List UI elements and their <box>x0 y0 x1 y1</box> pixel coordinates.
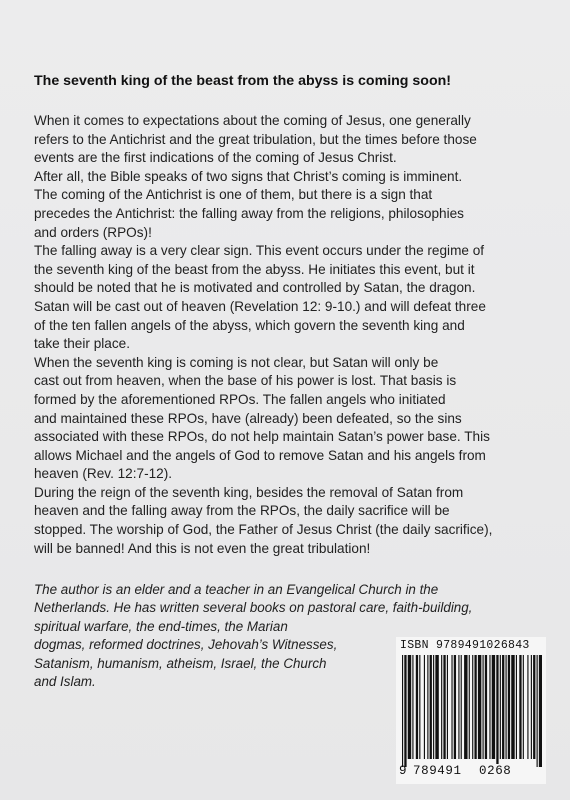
barcode-bar <box>474 655 476 759</box>
bio-line: and Islam. <box>34 673 96 689</box>
blurb-line: During the reign of the seventh king, besides the removal of Satan from <box>34 484 464 500</box>
blurb-line: will be banned! And this is not even the great tribulation! <box>34 540 371 556</box>
barcode-bar <box>485 655 487 759</box>
bio-line: Netherlands. He has written several books on pastoral care, faith-building, <box>34 600 473 616</box>
barcode-bar <box>539 655 542 767</box>
bio-line: spiritual warfare, the end-times, the Marian <box>34 618 288 634</box>
barcode-bar <box>511 655 514 759</box>
blurb-line: and maintained these RPOs, have (already) been defeated, so the sins <box>34 410 462 426</box>
isbn-digit-group-right: 0268 <box>479 764 512 778</box>
barcode-bar <box>430 655 432 759</box>
barcode-bar <box>472 655 473 759</box>
barcode-bar <box>489 655 490 759</box>
blurb-line: the seventh king of the beast from the abyss. He initiates this event, but it <box>34 261 475 277</box>
isbn-barcode-block <box>396 637 546 784</box>
blurb-line: The falling away is a very clear sign. This event occurs under the regime of <box>34 243 485 259</box>
barcode-bar <box>412 655 413 759</box>
bio-line: Satanism, humanism, atheism, Israel, the Church <box>34 655 327 671</box>
barcode-bar <box>433 655 434 759</box>
barcode-bar <box>464 655 467 759</box>
blurb-line: and orders (RPOs)! <box>34 224 152 240</box>
isbn-digit-first: 9 <box>399 764 408 778</box>
blurb-line: refers to the Antichrist and the great tribulation, but the times before those <box>34 131 477 147</box>
barcode-bar <box>454 655 456 759</box>
blurb-line: When the seventh king is coming is not clear, but Satan will only be <box>34 354 439 370</box>
blurb-text <box>34 112 546 558</box>
isbn-digit-group-left: 789491 <box>413 764 462 778</box>
barcode-bar <box>441 655 442 759</box>
barcode-bar <box>408 655 411 759</box>
barcode-bar <box>469 655 470 759</box>
barcode-bar <box>424 655 425 759</box>
barcode-bar <box>461 655 462 759</box>
isbn-digits <box>400 764 546 782</box>
bio-line: dogmas, reformed doctrines, Jehovah’s Witnesses, <box>34 637 338 653</box>
barcode-bar <box>537 655 538 767</box>
blurb-line: allows Michael and the angels of God to remove Satan and his angels from <box>34 447 486 463</box>
barcode-bar <box>451 655 452 759</box>
barcode-bar <box>447 655 448 759</box>
blurb-line: take their place. <box>34 336 130 352</box>
barcode-bar <box>496 655 498 767</box>
barcode-bar <box>458 655 459 759</box>
barcode-bar <box>483 655 484 759</box>
cover-title: The seventh king of the beast from the abyss is coming soon! <box>34 73 452 89</box>
blurb-line: formed by the aforementioned RPOs. The fallen angels who initiated <box>34 391 446 407</box>
barcode-bar <box>519 655 521 759</box>
barcode-bar <box>527 655 528 759</box>
blurb-line: heaven and the falling away from the RPOs, the daily sacrifice will be <box>34 503 450 519</box>
barcode-bar <box>523 655 524 759</box>
blurb-line: The coming of the Antichrist is one of them, but there is a sign that <box>34 187 433 203</box>
barcode-bar <box>435 655 438 759</box>
barcode-bar <box>500 655 501 759</box>
blurb-line: heaven (Rev. 12:7-12). <box>34 466 173 482</box>
barcode-bar <box>478 655 481 759</box>
barcode-bar <box>416 655 418 759</box>
bio-line: The author is an elder and a teacher in an Evangelical Church in the <box>34 582 439 597</box>
blurb-line: cast out from heaven, when the base of his power is lost. That basis is <box>34 373 457 389</box>
isbn-label: ISBN 9789491026843 <box>400 639 530 652</box>
blurb-line: stopped. The worship of God, the Father of Jesus Christ (the daily sacrifice), <box>34 522 493 538</box>
barcode-image <box>400 655 542 767</box>
blurb-line: events are the first indications of the coming of Jesus Christ. <box>34 150 397 166</box>
blurb-line: Satan will be cast out of heaven (Revelation 12: 9-10.) and will defeat three <box>34 298 486 314</box>
blurb-line: When it comes to expectations about the coming of Jesus, one generally <box>34 113 471 128</box>
barcode-bar <box>443 655 445 759</box>
barcode-bar <box>404 655 406 767</box>
barcode-bar <box>419 655 420 759</box>
barcode-bar <box>492 655 495 759</box>
blurb-line: precedes the Antichrist: the falling away from the religions, philosophies <box>34 205 464 221</box>
blurb-line: of the ten fallen angels of the abyss, which govern the seventh king and <box>34 317 465 333</box>
barcode-bar <box>508 655 510 759</box>
barcode-bar <box>502 655 504 759</box>
blurb-line: should be noted that he is motivated and controlled by Satan, the dragon. <box>34 280 476 296</box>
barcode-bar <box>533 655 535 759</box>
barcode-bar <box>506 655 507 759</box>
barcode-bar <box>531 655 532 759</box>
barcode-bar <box>427 655 428 759</box>
barcode-bar <box>516 655 517 759</box>
blurb-line: associated with these RPOs, do not help maintain Satan’s power base. This <box>34 429 490 445</box>
blurb-line: After all, the Bible speaks of two signs that Christ’s coming is imminent. <box>34 168 463 184</box>
barcode-bar <box>402 655 403 767</box>
